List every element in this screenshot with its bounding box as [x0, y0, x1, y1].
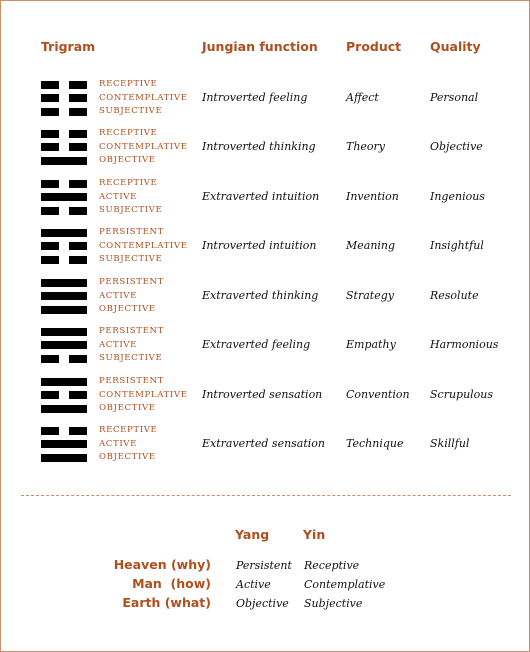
- legend-label-earth: Earth (what): [122, 595, 211, 610]
- line-segment: [69, 108, 87, 116]
- cell-quality: Harmonious: [430, 338, 499, 351]
- section-divider: [21, 495, 511, 496]
- line-segment: [41, 157, 87, 165]
- attribute-heaven: RECEPTIVE: [99, 79, 158, 89]
- table-row: [1, 229, 529, 271]
- line-segment: [41, 328, 87, 336]
- line-segment: [41, 143, 59, 151]
- yang-line: [41, 405, 87, 413]
- cell-function: Extraverted sensation: [202, 437, 326, 450]
- line-segment: [69, 355, 87, 363]
- line-segment: [41, 292, 87, 300]
- yin-line: [41, 108, 87, 116]
- attribute-man: CONTEMPLATIVE: [99, 92, 188, 103]
- attribute-earth: OBJECTIVE: [99, 304, 156, 314]
- trigram-attributes: [99, 177, 162, 218]
- attribute-man: ACTIVE: [99, 339, 137, 350]
- cell-function: Extraverted intuition: [202, 190, 320, 203]
- table-row: [1, 279, 529, 321]
- yin-line: [41, 81, 87, 89]
- cell-quality: Objective: [430, 140, 483, 153]
- cell-quality: Scrupulous: [430, 388, 494, 401]
- trigram-symbol: [41, 180, 87, 218]
- yin-line: [41, 242, 87, 250]
- yang-line: [41, 378, 87, 386]
- attribute-heaven: RECEPTIVE: [99, 128, 158, 138]
- yin-line: [41, 256, 87, 264]
- legend-yang-man: Active: [236, 578, 271, 591]
- line-segment: [41, 440, 87, 448]
- trigram-symbol: [41, 378, 87, 416]
- cell-function: Extraverted thinking: [202, 289, 319, 302]
- table-row: [1, 180, 529, 222]
- line-segment: [41, 81, 59, 89]
- yin-line: [41, 130, 87, 138]
- line-segment: [41, 427, 59, 435]
- attribute-heaven: RECEPTIVE: [99, 425, 158, 435]
- attribute-heaven: PERSISTENT: [99, 227, 164, 237]
- trigram-attributes: [99, 78, 188, 119]
- yin-line: [41, 207, 87, 215]
- cell-product: Affect: [346, 91, 379, 104]
- cell-quality: Personal: [430, 91, 479, 104]
- line-segment: [41, 193, 87, 201]
- header-quality: Quality: [430, 39, 481, 54]
- cell-product: Technique: [346, 437, 404, 450]
- legend-label-heaven: Heaven (why): [113, 557, 211, 572]
- line-segment: [69, 94, 87, 102]
- attribute-man: CONTEMPLATIVE: [99, 141, 188, 152]
- attribute-heaven: PERSISTENT: [99, 277, 164, 287]
- header-jungian-function: Jungian function: [202, 39, 318, 54]
- line-segment: [69, 427, 87, 435]
- legend-header-yin: Yin: [303, 527, 326, 542]
- line-segment: [41, 355, 59, 363]
- line-segment: [41, 405, 87, 413]
- trigram-symbol: [41, 279, 87, 317]
- legend-yin-man: Contemplative: [304, 578, 386, 591]
- line-segment: [41, 279, 87, 287]
- cell-function: Introverted feeling: [202, 91, 308, 104]
- attribute-man: CONTEMPLATIVE: [99, 389, 188, 400]
- line-segment: [41, 207, 59, 215]
- cell-product: Empathy: [346, 338, 396, 351]
- line-segment: [41, 94, 59, 102]
- yang-line: [41, 193, 87, 201]
- line-segment: [69, 130, 87, 138]
- attribute-heaven: PERSISTENT: [99, 326, 164, 336]
- attribute-man: ACTIVE: [99, 290, 137, 301]
- yin-line: [41, 427, 87, 435]
- attribute-earth: OBJECTIVE: [99, 403, 156, 413]
- line-segment: [69, 242, 87, 250]
- yang-line: [41, 292, 87, 300]
- line-segment: [69, 81, 87, 89]
- yang-line: [41, 306, 87, 314]
- line-segment: [69, 180, 87, 188]
- table-row: [1, 81, 529, 123]
- yin-line: [41, 143, 87, 151]
- yang-line: [41, 341, 87, 349]
- yin-line: [41, 355, 87, 363]
- cell-function: Introverted intuition: [202, 239, 317, 252]
- legend-yin-earth: Subjective: [304, 597, 363, 610]
- yin-line: [41, 391, 87, 399]
- attribute-heaven: PERSISTENT: [99, 376, 164, 386]
- line-segment: [41, 130, 59, 138]
- line-segment: [41, 454, 87, 462]
- line-segment: [41, 242, 59, 250]
- yang-line: [41, 440, 87, 448]
- trigram-attributes: [99, 424, 157, 465]
- cell-quality: Insightful: [430, 239, 484, 252]
- legend-label-man: Man (how): [132, 576, 211, 591]
- cell-product: Strategy: [346, 289, 394, 302]
- trigram-symbol: [41, 229, 87, 267]
- legend-yang-earth: Objective: [236, 597, 289, 610]
- attribute-earth: SUBJECTIVE: [99, 205, 163, 215]
- attribute-heaven: RECEPTIVE: [99, 178, 158, 188]
- table-row: [1, 328, 529, 370]
- yin-line: [41, 180, 87, 188]
- line-segment: [41, 378, 87, 386]
- line-segment: [69, 143, 87, 151]
- trigram-attributes: [99, 325, 164, 366]
- trigram-attributes: [99, 127, 188, 168]
- line-segment: [41, 391, 59, 399]
- table-row: [1, 378, 529, 420]
- attribute-earth: SUBJECTIVE: [99, 353, 163, 363]
- yin-line: [41, 94, 87, 102]
- trigram-symbol: [41, 328, 87, 366]
- cell-product: Invention: [346, 190, 399, 203]
- cell-function: Introverted sensation: [202, 388, 323, 401]
- cell-function: Introverted thinking: [202, 140, 316, 153]
- line-segment: [69, 207, 87, 215]
- legend-yin-heaven: Receptive: [304, 559, 360, 572]
- legend-header-yang: Yang: [235, 527, 270, 542]
- attribute-earth: SUBJECTIVE: [99, 106, 163, 116]
- cell-function: Extraverted feeling: [202, 338, 311, 351]
- attribute-man: CONTEMPLATIVE: [99, 240, 188, 251]
- attribute-earth: OBJECTIVE: [99, 155, 156, 165]
- attribute-man: ACTIVE: [99, 438, 137, 449]
- trigram-attributes: [99, 375, 188, 416]
- trigram-attributes: [99, 276, 164, 317]
- yang-line: [41, 328, 87, 336]
- header-trigram: Trigram: [41, 39, 96, 54]
- line-segment: [41, 180, 59, 188]
- line-segment: [41, 229, 87, 237]
- yang-line: [41, 279, 87, 287]
- line-segment: [69, 256, 87, 264]
- cell-product: Meaning: [346, 239, 396, 252]
- attribute-earth: OBJECTIVE: [99, 452, 156, 462]
- attribute-man: ACTIVE: [99, 191, 137, 202]
- line-segment: [41, 256, 59, 264]
- table-row: [1, 130, 529, 172]
- yang-line: [41, 454, 87, 462]
- line-segment: [41, 108, 59, 116]
- attribute-earth: SUBJECTIVE: [99, 254, 163, 264]
- cell-quality: Resolute: [430, 289, 479, 302]
- cell-quality: Ingenious: [430, 190, 485, 203]
- cell-product: Convention: [346, 388, 410, 401]
- cell-quality: Skillful: [430, 437, 470, 450]
- cell-product: Theory: [346, 140, 386, 153]
- line-segment: [69, 391, 87, 399]
- legend-yang-heaven: Persistent: [236, 559, 292, 572]
- trigram-attributes: [99, 226, 188, 267]
- trigram-symbol: [41, 81, 87, 119]
- line-segment: [41, 341, 87, 349]
- yang-line: [41, 157, 87, 165]
- yang-line: [41, 229, 87, 237]
- line-segment: [41, 306, 87, 314]
- header-product: Product: [346, 39, 402, 54]
- table-row: [1, 427, 529, 469]
- trigram-symbol: [41, 427, 87, 465]
- trigram-symbol: [41, 130, 87, 168]
